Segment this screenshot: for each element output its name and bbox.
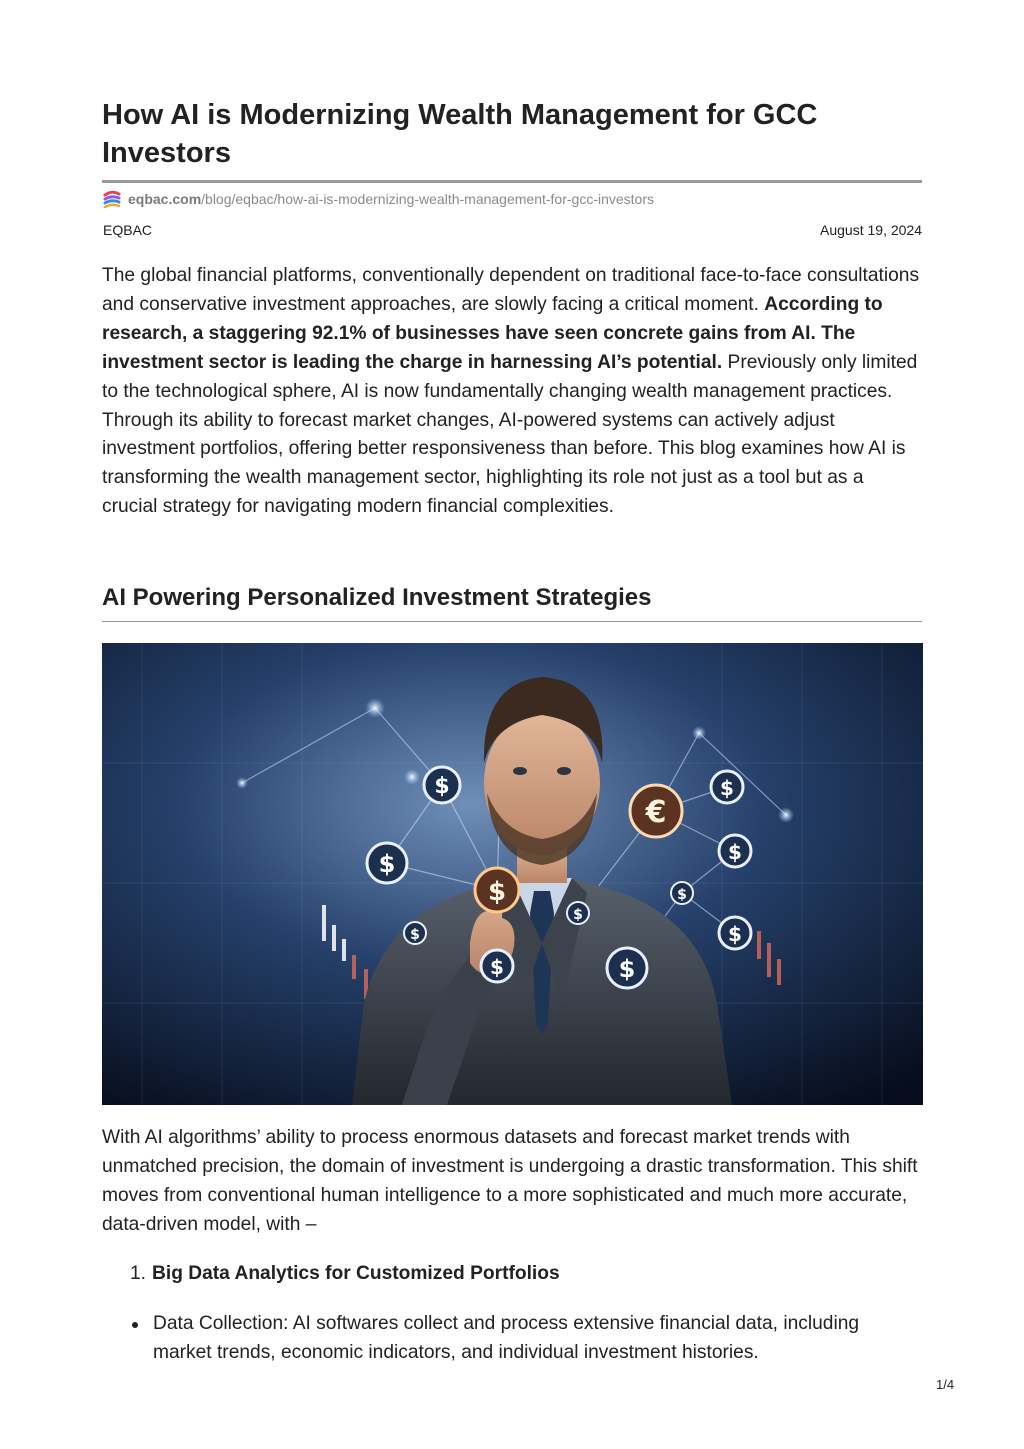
intro-highlight: According to research, a staggering 92.1% of businesses have seen concrete gains from AI. The investment sector is leading the charge in harnessing AI’s potential. [102, 293, 883, 373]
svg-text:$: $ [490, 955, 504, 979]
source-path: /blog/eqbac/how-ai-is-modernizing-wealth-management-for-gcc-investors [201, 191, 655, 207]
intro-text-2: Previously only limited to the technological sphere, AI is now fundamentally changing wealth management practices. Through its ability to forecast market changes, AI-powered systems can actively adjust investment portfolios, offering better responsiveness than before. This blog examines how AI is transforming the wealth management sector, highlighting its role not just as a tool but as a crucial strategy for navigating modern financial complexities. [102, 351, 918, 518]
svg-text:$: $ [720, 776, 734, 800]
svg-text:$: $ [410, 927, 420, 943]
dollar-icon [424, 767, 460, 803]
section-divider [102, 621, 922, 622]
svg-text:$: $ [487, 877, 507, 907]
dollar-icon [481, 950, 513, 982]
dollar-icon [567, 902, 589, 924]
list-item-title: Big Data Analytics for Customized Portfolios [152, 1263, 560, 1284]
svg-text:$: $ [728, 922, 742, 946]
article-title: How AI is Modernizing Wealth Management for GCC Investors [102, 99, 818, 169]
dollar-icon [671, 882, 693, 904]
svg-text:$: $ [618, 955, 636, 983]
dollar-icon [719, 917, 751, 949]
hero-illustration [102, 643, 923, 1105]
bullet-text: Data Collection: AI softwares collect and process extensive financial data, including market trends, economic indicators, and individual investment histories. [153, 1313, 860, 1363]
svg-text:€: € [645, 795, 667, 830]
source-domain: eqbac.com [128, 191, 202, 207]
list-number: 1. [130, 1263, 147, 1284]
euro-icon [630, 785, 682, 837]
svg-text:$: $ [573, 907, 583, 923]
bullet-list-item [153, 1310, 923, 1368]
dollar-icon [607, 948, 647, 988]
svg-text:$: $ [728, 840, 742, 864]
intro-paragraph [102, 262, 922, 522]
title-divider [102, 180, 922, 183]
section-paragraph [102, 1124, 922, 1240]
eqbac-logo-icon [102, 189, 122, 209]
numbered-list-item [130, 1260, 560, 1288]
section-paragraph-text: With AI algorithms’ ability to process enormous datasets and forecast market trends with unmatched precision, the domain of investment is undergoing a drastic transformation. This shift moves from conventional human intelligence to a more sophisticated and much more accurate, data-driven model, with – [102, 1127, 918, 1235]
svg-text:$: $ [434, 774, 450, 799]
dollar-icon [475, 868, 519, 912]
intro-text-1: The global financial platforms, conventionally dependent on traditional face-to-face consultations and conservative investment approaches, are slowly facing a critical moment. [102, 265, 920, 315]
hero-image [102, 643, 923, 1105]
page-number: 1/4 [936, 1377, 955, 1392]
section-heading: AI Powering Personalized Investment Strategies [102, 584, 652, 611]
dollar-icon [711, 771, 743, 803]
svg-text:$: $ [677, 887, 687, 903]
bullet-icon [132, 1322, 138, 1328]
source-link[interactable] [102, 189, 654, 209]
svg-text:$: $ [378, 850, 396, 878]
dollar-icon [404, 922, 426, 944]
author-name: EQBAC [103, 222, 153, 238]
publish-date: August 19, 2024 [820, 222, 922, 238]
dollar-icon [719, 835, 751, 867]
dollar-icon [367, 843, 407, 883]
